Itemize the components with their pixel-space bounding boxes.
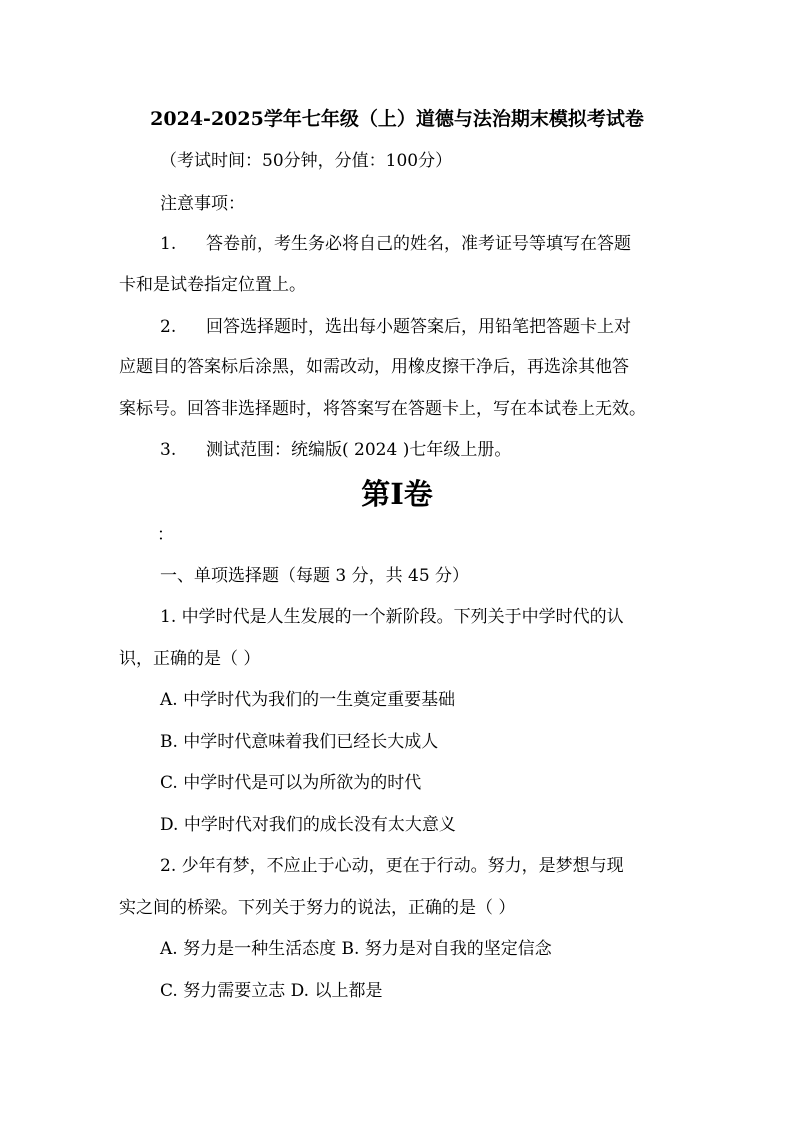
volume-title: 第I卷 <box>361 477 433 511</box>
notice-item-3 <box>160 439 511 461</box>
question-1-stem: 1. 中学时代是人生发展的一个新阶段。下列关于中学时代的认 <box>160 607 624 627</box>
notice-item-2 <box>160 316 631 338</box>
notice-number: 3. <box>160 440 177 460</box>
notice-item-2-continued: 应题目的答案标后涂黑，如需改动，用橡皮擦干净后，再选涂其他答 <box>119 357 629 377</box>
notice-heading: 注意事项： <box>160 194 245 214</box>
exam-info: （考试时间：50分钟，分值：100分） <box>160 151 453 171</box>
question-2-options-cd: C. 努力需要立志 D. 以上都是 <box>160 981 383 1001</box>
question-2-stem-continued: 实之间的桥梁。下列关于努力的说法，正确的是（ ） <box>119 898 516 918</box>
notice-text: 测试范围：统编版( 2024 )七年级上册。 <box>206 440 512 460</box>
notice-text: 回答选择题时，选出每小题答案后，用铅笔把答题卡上对 <box>206 317 631 337</box>
notice-item-2-continued: 案标号。回答非选择题时，将答案写在答题卡上，写在本试卷上无效。 <box>119 399 646 419</box>
question-1-stem-continued: 识，正确的是（ ） <box>119 649 261 669</box>
question-1-option-b: B. 中学时代意味着我们已经长大成人 <box>160 732 439 752</box>
exam-title: 2024-2025学年七年级（上）道德与法治期末模拟考试卷 <box>150 108 644 130</box>
question-1-option-c: C. 中学时代是可以为所欲为的时代 <box>160 773 422 793</box>
colon-mark: ： <box>157 525 174 545</box>
notice-item-1 <box>160 233 631 255</box>
question-1-option-a: A. 中学时代为我们的一生奠定重要基础 <box>160 690 456 710</box>
notice-number: 1. <box>160 234 177 254</box>
notice-number: 2. <box>160 317 177 337</box>
notice-text: 答卷前，考生务必将自己的姓名，准考证号等填写在答题 <box>206 234 631 254</box>
question-2-stem: 2. 少年有梦，不应止于心动，更在于行动。努力，是梦想与现 <box>160 856 624 876</box>
question-1-option-d: D. 中学时代对我们的成长没有太大意义 <box>160 815 456 835</box>
part-heading: 一、单项选择题（每题 3 分，共 45 分） <box>160 566 470 586</box>
question-2-options-ab: A. 努力是一种生活态度 B. 努力是对自我的坚定信念 <box>160 939 552 959</box>
notice-item-1-continued: 卡和是试卷指定位置上。 <box>119 275 306 295</box>
